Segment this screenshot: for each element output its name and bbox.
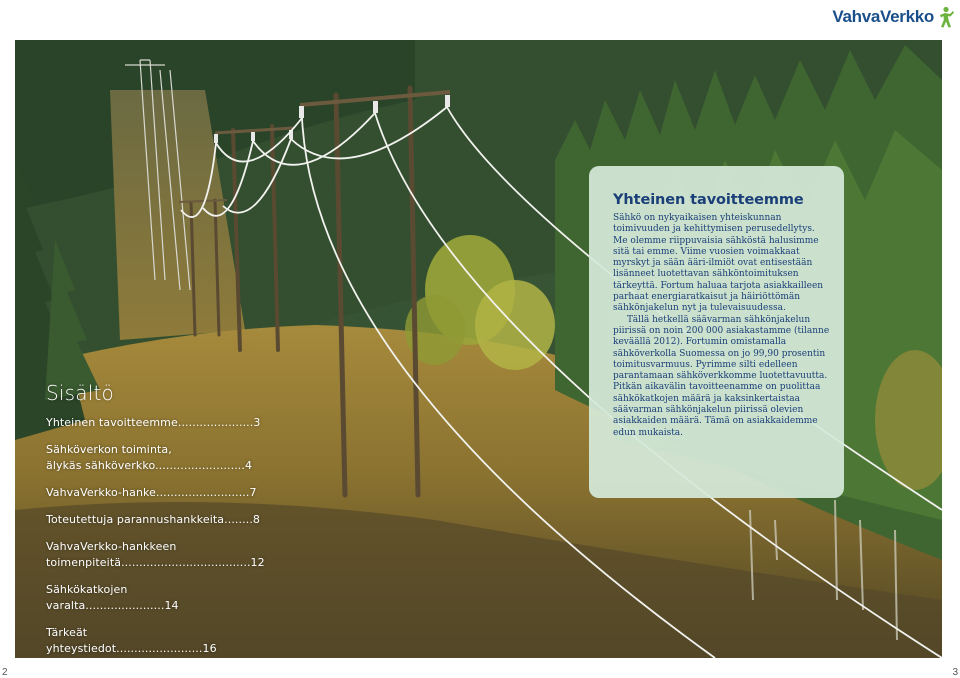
article-card <box>589 166 844 498</box>
article-paragraph-2: Tällä hetkellä säävarman sähkönjakelun piirissä on noin 200 000 asiakastamme (tilanne keväällä 2012). Fortumin omistamalla sähköverkolla Suomessa on jo 99,90 prosentin toimitusvarmuus. Pyrimme silti edelleen parantamaan sähköverkkomme luotettavuutta. Pitkän aikavälin tavoitteenamme on puolittaa sähkökatkojen määrä ja kaksinkertaistaa säävarman sähkönjakelun piirissä olevien asiakkaiden määrä. Tämä on asiakkaidemme edun mukaista. <box>613 314 830 438</box>
toc-item[interactable]: Yhteinen tavoitteemme.....................3 <box>46 416 261 429</box>
brand-name: VahvaVerkko <box>832 7 934 26</box>
table-of-contents <box>46 381 265 668</box>
toc-item[interactable]: Sähköverkon toiminta, älykäs sähköverkko.........................4 <box>46 443 253 472</box>
person-icon <box>936 6 954 28</box>
page-number-right: 3 <box>952 667 958 678</box>
toc-item[interactable]: Tärkeät yhteystiedot........................16 <box>46 626 217 655</box>
toc-title: Sisältö <box>46 381 114 405</box>
toc-item[interactable]: VahvaVerkko-hankkeen toimenpiteitä....................................12 <box>46 540 265 569</box>
toc-item[interactable]: VahvaVerkko-hanke..........................7 <box>46 486 257 499</box>
article-paragraph-1: Sähkö on nykyaikaisen yhteiskunnan toimivuuden ja kehittymisen perusedellytys. Me olemme riippuvaisia sähköstä halusimme sitä tai emme. Viime vuosien voimakkaat myrskyt ja sään ääri-ilmiöt ovat entisestään lisänneet luotettavan sähköntoimituksen tärkeyttä. Fortum haluaa tarjota asiakkailleen parhaat energiaratkaisut ja häiriöttömän sähkönjakelun nyt ja tulevaisuudessa. <box>613 213 824 314</box>
brand-logo <box>832 4 954 30</box>
toc-item[interactable]: Toteutettuja parannushankkeita........8 <box>46 513 261 526</box>
article-title: Yhteinen tavoitteemme <box>613 192 804 208</box>
page-number-left: 2 <box>2 667 8 678</box>
toc-item[interactable]: Sähkökatkojen varalta......................14 <box>46 583 179 612</box>
